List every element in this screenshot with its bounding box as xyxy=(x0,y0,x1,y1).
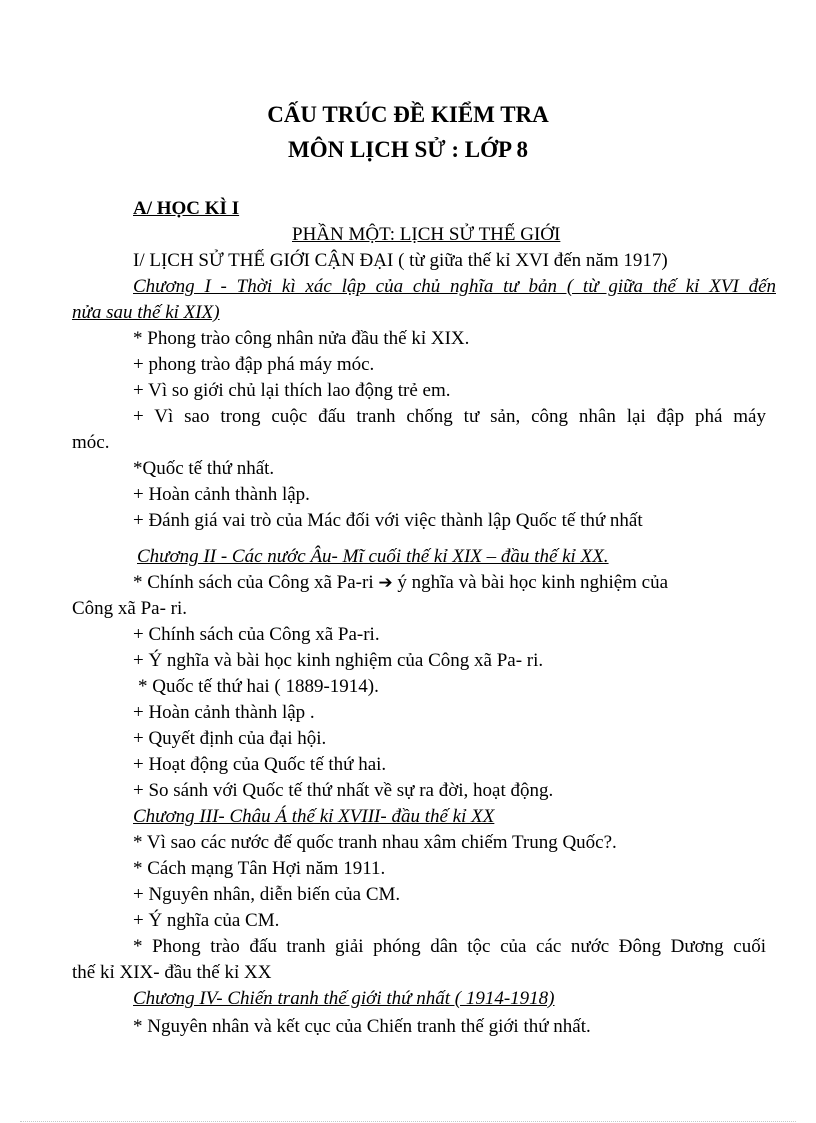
chapter3-item-3: + Nguyên nhân, diễn biến của CM. xyxy=(133,884,401,905)
chapter4-title: Chương IV- Chiến tranh thế giới thứ nhất ( 1914-1918) xyxy=(133,988,555,1009)
right-arrow-icon: ➔ xyxy=(378,573,393,593)
chapter2-item-1: + Chính sách của Công xã Pa-ri. xyxy=(133,624,380,645)
chapter2-item-2: + Ý nghĩa và bài học kinh nghiệm của Công xã Pa- ri. xyxy=(133,650,544,671)
chapter2-item-6: + Hoạt động của Quốc tế thứ hai. xyxy=(133,754,387,775)
chapter2-title: Chương II - Các nước Âu- Mĩ cuối thế kỉ XIX – đầu thế kỉ XX. xyxy=(137,546,609,567)
chapter1-item-2: + phong trào đập phá máy móc. xyxy=(133,354,375,375)
chapter1-item-4: + Vì sao trong cuộc đấu tranh chống tư sản, công nhân lại đập phá máy xyxy=(133,406,766,427)
chapter2-item-5: + Quyết định của đại hội. xyxy=(133,728,327,749)
chapter2-commune-text-a: * Chính sách của Công xã Pa-ri xyxy=(133,572,374,593)
chapter3-title: Chương III- Châu Á thế kỉ XVIII- đầu thế kỉ XX xyxy=(133,806,495,827)
page-bottom-divider xyxy=(20,1121,796,1122)
chapter2-item-4: + Hoàn cảnh thành lập . xyxy=(133,702,315,723)
chapter3-item-5-cont: thế kỉ XIX- đầu thế kỉ XX xyxy=(72,962,272,983)
section-heading: I/ LỊCH SỬ THẾ GIỚI CẬN ĐẠI ( từ giữa thế kỉ XVI đến năm 1917) xyxy=(133,250,668,271)
part-heading: PHẦN MỘT: LỊCH SỬ THẾ GIỚI xyxy=(292,224,561,245)
semester-heading: A/ HỌC KÌ I xyxy=(133,198,240,219)
chapter1-title-line2: nửa sau thế kỉ XIX) xyxy=(72,302,220,323)
chapter3-item-4: + Ý nghĩa của CM. xyxy=(133,910,280,931)
document-title-line1: CẤU TRÚC ĐỀ KIỂM TRA xyxy=(267,102,549,127)
chapter4-item-1: * Nguyên nhân và kết cục của Chiến tranh thế giới thứ nhất. xyxy=(133,1016,591,1037)
chapter3-item-1: * Vì sao các nước đế quốc tranh nhau xâm chiếm Trung Quốc?. xyxy=(133,832,617,853)
chapter2-item-7: + So sánh với Quốc tế thứ nhất về sự ra đời, hoạt động. xyxy=(133,780,554,801)
chapter3-item-2: * Cách mạng Tân Hợi năm 1911. xyxy=(133,858,386,879)
chapter1-item-5: *Quốc tế thứ nhất. xyxy=(133,458,275,479)
chapter3-item-5: * Phong trào đấu tranh giải phóng dân tộc của các nước Đông Dương cuối xyxy=(133,936,766,957)
chapter1-item-4-cont: móc. xyxy=(72,432,110,453)
chapter1-item-7: + Đánh giá vai trò của Mác đối với việc thành lập Quốc tế thứ nhất xyxy=(133,510,643,531)
chapter1-item-6: + Hoàn cảnh thành lập. xyxy=(133,484,310,505)
chapter1-item-1: * Phong trào công nhân nửa đầu thế kỉ XIX. xyxy=(133,328,470,349)
chapter1-item-3: + Vì so giới chủ lại thích lao động trẻ em. xyxy=(133,380,451,401)
chapter1-title-line1: Chương I - Thời kì xác lập của chủ nghĩa tư bản ( từ giữa thế kỉ XVI đến xyxy=(133,276,776,297)
chapter2-item-3: * Quốc tế thứ hai ( 1889-1914). xyxy=(138,676,379,697)
chapter2-commune-line xyxy=(133,570,766,596)
document-title-line2: MÔN LỊCH SỬ : LỚP 8 xyxy=(287,137,529,162)
chapter2-commune-text-b: ý nghĩa và bài học kinh nghiệm của xyxy=(397,572,669,593)
chapter2-commune-cont: Công xã Pa- ri. xyxy=(72,598,188,619)
